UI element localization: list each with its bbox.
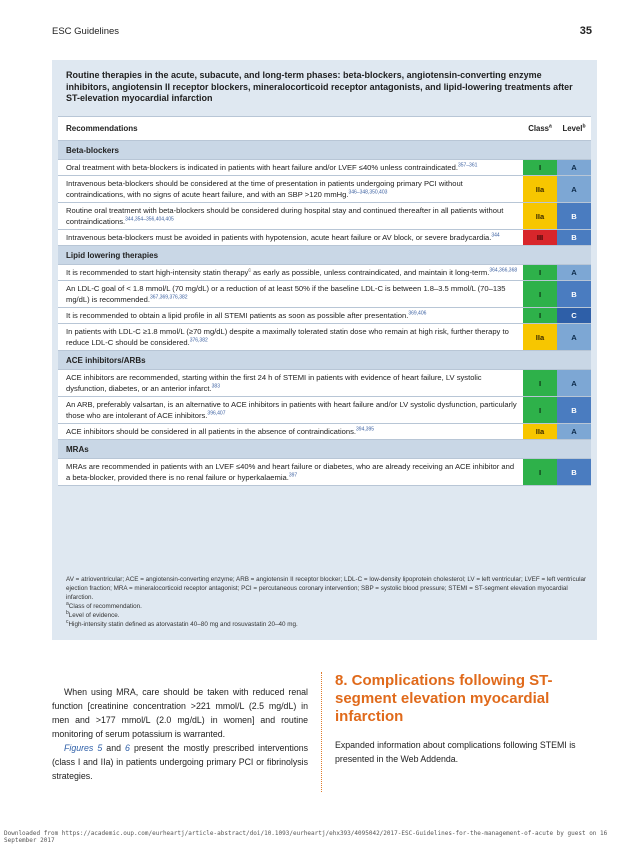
table-row — [58, 370, 591, 397]
class-badge: I — [523, 459, 557, 486]
section-title: Beta-blockers — [58, 141, 591, 160]
recommendation-text-main: ACE inhibitors should be considered in all patients in the absence of contraindications. — [66, 427, 357, 436]
recommendation-text-main: Routine oral treatment with beta-blockers should be considered during hospital stay and continued thereafter in all patients without contraindications. — [66, 206, 504, 226]
level-badge: A — [557, 176, 591, 203]
level-badge: B — [557, 230, 591, 246]
class-badge: IIa — [523, 324, 557, 351]
paragraph-figures-rest: present the mostly prescribed interventions (class I and IIa) in patients undergoing primary PCI or fibrinolysis strategies. — [52, 743, 308, 781]
table-row — [58, 424, 591, 440]
table-row — [58, 265, 591, 281]
class-badge: I — [523, 370, 557, 397]
section-title: ACE inhibitors/ARBs — [58, 351, 591, 370]
class-badge: I — [523, 281, 557, 308]
reference-link[interactable]: 346–348,350,403 — [348, 189, 388, 196]
figure-6-link[interactable]: 6 — [125, 743, 130, 753]
col-header-recommendations — [58, 117, 523, 141]
recommendation-text — [58, 324, 523, 351]
reference-link[interactable]: 344 — [491, 232, 500, 239]
table-row — [58, 176, 591, 203]
right-text-column — [335, 672, 597, 766]
section-row — [58, 246, 591, 265]
table-row — [58, 281, 591, 308]
recommendation-text — [58, 265, 523, 281]
reference-link[interactable]: 364,366,368 — [489, 267, 518, 274]
recommendations-table — [58, 116, 591, 486]
level-badge: B — [557, 203, 591, 230]
section-row — [58, 141, 591, 160]
recommendation-text — [58, 424, 523, 440]
class-badge: I — [523, 397, 557, 424]
reference-link[interactable]: 376,382 — [189, 337, 208, 344]
col-header-class-sup: a — [549, 123, 552, 130]
table-header-row — [58, 117, 591, 141]
box-title: Routine therapies in the acute, subacute, and long-term phases: beta-blockers, angiotensin-converting enzyme inhibitors, angiotensin II receptor blockers, mineralocorticoid receptor antagonists, and lipid-lowering treatments after ST-elevation myocardial infarction — [66, 70, 573, 103]
footnote-marker: c — [248, 267, 251, 274]
paragraph-mra-caution: When using MRA, care should be taken with reduced renal function [creatinine concentration >221 mmol/L (2.5 mg/dL) in men and >177 mmol/L (2.0 mg/dL) in women] and routine monitoring of serum potassium is warranted. — [52, 687, 308, 739]
section-row — [58, 440, 591, 459]
footnote-a: $^a$Class of recommendation. — [66, 600, 142, 610]
table-row — [58, 230, 591, 246]
table-row — [58, 459, 591, 486]
reference-link[interactable]: 357–361 — [457, 162, 478, 169]
table-row — [58, 308, 591, 324]
recommendation-text — [58, 281, 523, 308]
col-header-class-label: Class — [528, 124, 550, 133]
class-badge: I — [523, 308, 557, 324]
column-divider — [321, 672, 322, 792]
class-badge: III — [523, 230, 557, 246]
left-text-column — [52, 685, 308, 783]
level-badge: A — [557, 370, 591, 397]
recommendation-text — [58, 459, 523, 486]
reference-link[interactable]: 344,354–356,404,405 — [125, 216, 174, 223]
level-badge: C — [557, 308, 591, 324]
reference-link[interactable]: 397 — [288, 472, 298, 479]
section-title: Lipid lowering therapies — [58, 246, 591, 265]
recommendation-text-main: It is recommended to obtain a lipid profile in all STEMI patients as soon as possible after presentation. — [66, 311, 409, 320]
recommendation-text-main: In patients with LDL-C ≥1.8 mmol/L (≥70 mg/dL) despite a maximally tolerated statin dose who remain at high risk, further therapy to reduce LDL-C should be considered. — [66, 327, 509, 347]
class-badge: IIa — [523, 424, 557, 440]
recommendation-text-main: Intravenous beta-blockers should be considered at the time of presentation in patients undergoing primary PCI without contraindications, with no signs of acute heart failure, and with an SBP >120 mmHg. — [66, 179, 463, 199]
download-note: Downloaded from https://academic.oup.com/eurheartj/article-abstract/doi/10.1093/eurheartj/ehx393/4095042/2017-ESC-Guidelines-for-the-management-of-acute by guest on 16 September 2017 — [4, 830, 608, 844]
reference-link[interactable]: 367,369,376,382 — [150, 294, 188, 301]
table-footnotes — [66, 575, 588, 629]
recommendation-text — [58, 203, 523, 230]
recommendation-text — [58, 176, 523, 203]
footnote-abbreviations: AV = atrioventricular; ACE = angiotensin-converting enzyme; ARB = angiotensin II receptor blocker; LDL-C = low-density lipoprotein cholesterol; LV = left ventricular; LVEF = left ventricular ejection fraction; MRA = mineralocorticoid receptor antagonist; PCI = percutaneous coronary intervention; SBP = systolic blood pressure; STEMI = ST-segment elevation myocardial infarction. — [66, 576, 587, 601]
recommendation-text — [58, 230, 523, 246]
section-heading: 8. Complications following ST-segment elevation myocardial infarction — [335, 672, 553, 725]
reference-link[interactable]: 369,406 — [408, 310, 427, 317]
and-word: and — [102, 743, 126, 753]
table-row — [58, 160, 591, 176]
footnote-c-text: High-intensity statin defined as atorvastatin 40–80 mg and rosuvastatin 20–40 mg. — [68, 621, 298, 628]
col-header-level — [557, 117, 591, 141]
col-header-recommendations-label: Recommendations — [66, 124, 138, 133]
recommendation-text-main: ACE inhibitors are recommended, starting within the first 24 h of STEMI in patients with evidence of heart failure, LV systolic dysfunction, diabetes, or an anterior infarct. — [66, 373, 482, 393]
recommendation-text-main: An LDL-C goal of < 1.8 mmol/L (70 mg/dL) or a reduction of at least 50% if the baseline LDL-C is between 1.8–3.5 mmol/L (70–135 mg/dL) is recommended. — [66, 284, 506, 304]
col-header-level-label: Level — [562, 124, 583, 133]
table-row — [58, 397, 591, 424]
footnote-b-text: Level of evidence. — [68, 612, 120, 619]
recommendation-text — [58, 397, 523, 424]
reference-link[interactable]: 396,407 — [207, 410, 226, 417]
figures-word: Figures — [64, 743, 98, 753]
level-badge: B — [557, 281, 591, 308]
recommendation-text-main: MRAs are recommended in patients with an LVEF ≤40% and heart failure or diabetes, who are already receiving an ACE inhibitor and a beta-blocker, provided there is no renal failure or hyperkalaemia. — [66, 462, 515, 482]
page-header — [52, 26, 592, 42]
recommendation-text-main: Oral treatment with beta-blockers is indicated in patients with heart failure and/or LVEF ≤40% unless contraindicated. — [66, 163, 458, 172]
class-badge: I — [523, 160, 557, 176]
section-title: MRAs — [58, 440, 591, 459]
recommendation-text — [58, 160, 523, 176]
reference-link[interactable]: 394,395 — [356, 426, 375, 433]
reference-link[interactable]: 383 — [211, 383, 220, 390]
recommendation-text-cont: as early as possible, unless contraindicated, and maintain it long-term. — [250, 268, 490, 277]
recommendation-text — [58, 308, 523, 324]
class-badge: IIa — [523, 176, 557, 203]
journal-name: ESC Guidelines — [52, 26, 120, 37]
footnote-c: $^c$High-intensity statin defined as atorvastatin 40–80 mg and rosuvastatin 20–40 mg. — [66, 618, 298, 628]
level-badge: A — [557, 160, 591, 176]
level-badge: B — [557, 397, 591, 424]
recommendations-box — [52, 60, 597, 640]
footnote-b: $^b$Level of evidence. — [66, 609, 120, 619]
recommendation-text — [58, 370, 523, 397]
table-row — [58, 324, 591, 351]
paragraph-figures — [52, 741, 308, 783]
col-header-class — [523, 117, 557, 141]
level-badge: A — [557, 265, 591, 281]
class-badge: I — [523, 265, 557, 281]
figure-5-link[interactable]: 5 — [97, 743, 103, 753]
level-badge: A — [557, 324, 591, 351]
footnote-a-text: Class of recommendation. — [68, 603, 142, 610]
section-body: Expanded information about complications following STEMI is presented in the Web Addenda. — [335, 740, 576, 764]
class-badge: IIa — [523, 203, 557, 230]
recommendation-text-main: An ARB, preferably valsartan, is an alternative to ACE inhibitors in patients with heart failure and/or LV systolic dysfunction, particularly those who are intolerant of ACE inhibitors. — [66, 400, 517, 420]
page-number: 35 — [579, 25, 592, 37]
level-badge: A — [557, 424, 591, 440]
recommendation-text-main: Intravenous beta-blockers must be avoided in patients with hypotension, acute heart failure or AV block, or severe bradycardia. — [66, 233, 492, 242]
recommendation-text-main: It is recommended to start high-intensity statin therapy — [66, 268, 249, 277]
level-badge: B — [557, 459, 591, 486]
table-row — [58, 203, 591, 230]
section-row — [58, 351, 591, 370]
col-header-level-sup: b — [582, 123, 586, 130]
